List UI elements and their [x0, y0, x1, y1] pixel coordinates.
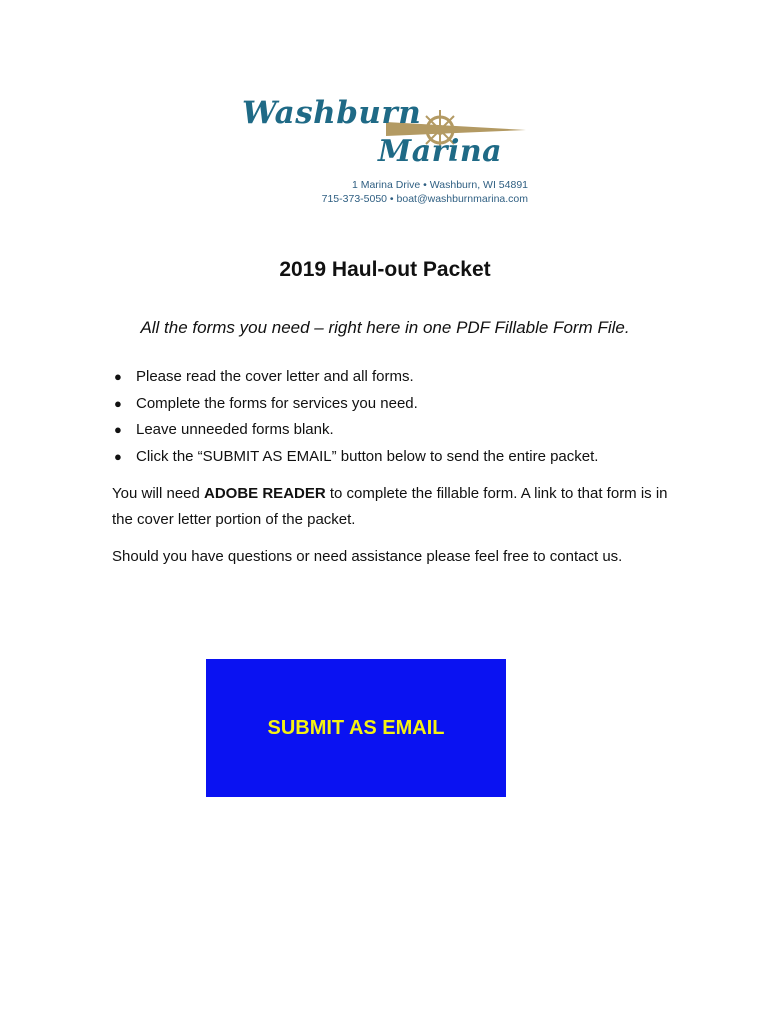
logo-contact: 715-373-5050 • boat@washburnmarina.com	[321, 193, 528, 205]
list-item	[112, 444, 598, 471]
paragraph-text: to complete the fillable form. A link to that form is in the cover letter portion of the packet.	[112, 485, 668, 528]
logo-address-block	[322, 178, 528, 206]
page-subtitle: All the forms you need – right here in one PDF Fillable Form File.	[140, 318, 630, 337]
washburn-marina-logo	[236, 92, 536, 207]
list-item	[112, 364, 598, 391]
contact-paragraph: Should you have questions or need assistance please feel free to contact us.	[112, 548, 623, 565]
instruction-list	[112, 364, 598, 470]
list-item	[112, 417, 598, 444]
adobe-reader-paragraph	[112, 481, 672, 533]
paragraph-text: You will need	[112, 485, 205, 502]
adobe-reader-emphasis: ADOBE READER	[204, 485, 326, 502]
list-item	[112, 391, 598, 418]
list-item-text: Complete the forms for services you need.	[136, 394, 418, 412]
logo-word-marina: Marina	[378, 134, 503, 169]
logo-address: 1 Marina Drive • Washburn, WI 54891	[351, 179, 528, 191]
bullet-icon: ●	[114, 422, 122, 437]
logo-word-washburn: Washburn	[242, 95, 422, 131]
bullet-icon: ●	[114, 369, 122, 384]
submit-as-email-button[interactable]: SUBMIT AS EMAIL	[206, 659, 506, 797]
list-item-text: Click the “SUBMIT AS EMAIL” button below to send the entire packet.	[136, 447, 599, 465]
list-item-text: Please read the cover letter and all forms.	[136, 368, 414, 385]
bullet-icon: ●	[114, 395, 122, 411]
page-title: 2019 Haul-out Packet	[279, 258, 491, 281]
bullet-icon: ●	[114, 448, 122, 464]
list-item-text: Leave unneeded forms blank.	[136, 421, 334, 438]
